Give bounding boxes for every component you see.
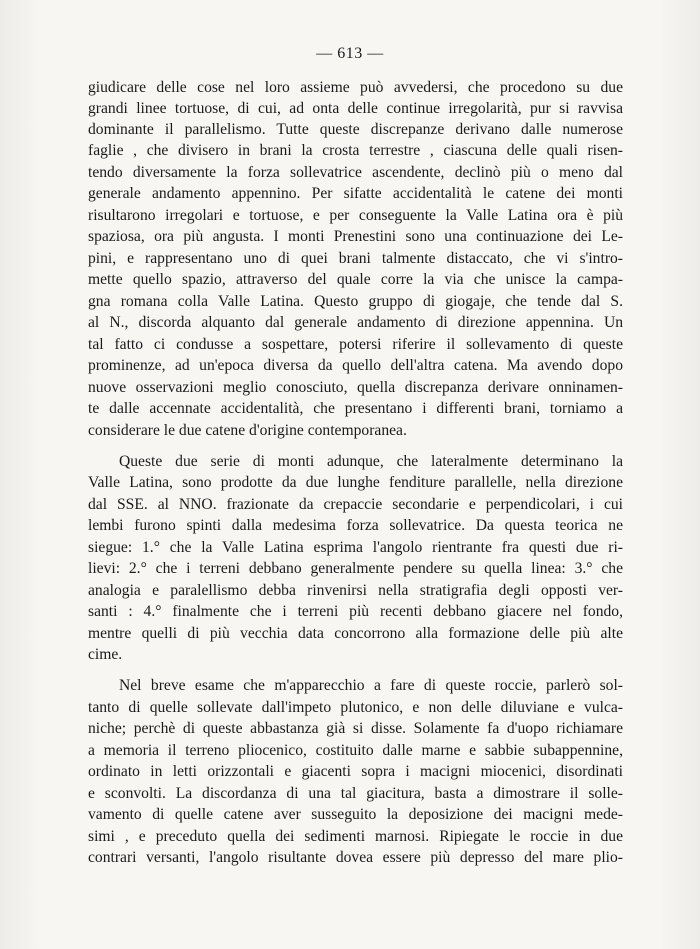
paragraph-1-line: spaziosa, ora più angusta. I monti Prenestini sono una continuazione dei Le-	[88, 228, 623, 245]
paragraph-1-line: mette quello spazio, attraverso del quale corre la via che unisce la campa-	[88, 271, 623, 288]
paragraph-2-line: cime.	[88, 646, 123, 663]
paragraph-3-line: tanto di quelle sollevate dall'impeto plutonico, e non delle diluviane e vulca-	[88, 699, 623, 716]
paragraph-2-line: siegue: 1.° che la Valle Latina esprima l'angolo rientrante fra questi due ri-	[88, 539, 623, 556]
paragraph-3-line: a memoria il terreno pliocenico, costituito dalle marne e sabbie subappennine,	[88, 742, 623, 759]
paragraph-2-line: analogia e paralellismo debba rinvenirsi nella stratigrafia degli opposti ver-	[88, 582, 623, 599]
paragraph-3-line: simi , e preceduto quella dei sedimenti marnosi. Ripiegate le roccie in due	[88, 828, 623, 845]
paragraph-1-line: dominante il parallelismo. Tutte queste discrepanze derivano dalle numerose	[88, 121, 623, 138]
paragraph-3-line: vamento di quelle catene aver susseguito la deposizione dei macigni mede-	[88, 806, 623, 823]
paragraph-1-line: considerare le due catene d'origine contemporanea.	[88, 422, 407, 439]
paragraph-1-line: pini, e rappresentano uno di quei brani talmente distaccato, che vi s'intro-	[88, 250, 623, 267]
paragraph-2-line: lievi: 2.° che i terreni debbano generalmente pendere su quella linea: 3.° che	[88, 560, 623, 577]
paragraph-2-line: santi : 4.° finalmente che i terreni più recenti debbano giacere nel fondo,	[88, 603, 623, 620]
paragraph-2-line: Queste due serie di monti adunque, che lateralmente determinano la	[119, 453, 623, 470]
paragraph-1-line: risultarono irregolari e tortuose, e per conseguente la Valle Latina ora è più	[88, 207, 623, 224]
paragraph-3-line: e sconvolti. La discordanza di una tal giacitura, basta a dimostrare il solle-	[88, 785, 623, 802]
paragraph-1-line: al N., discorda alquanto dal generale andamento di direzione appennina. Un	[88, 314, 623, 331]
paragraph-1-line: te dalle accennate accidentalità, che presentano i differenti brani, torniamo a	[88, 400, 623, 417]
paragraph-1-line: tal fatto ci condusse a sospettare, potersi riferire il sollevamento di queste	[88, 336, 623, 353]
paragraph-1-line: faglie , che divisero in brani la crosta terrestre , ciascuna delle quali risen-	[88, 142, 623, 159]
page-number: — 613 —	[316, 45, 384, 62]
paragraph-1-line: generale andamento appennino. Per sifatte accidentalità le catene dei monti	[88, 185, 623, 202]
paragraph-3-line: Nel breve esame che m'apparecchio a fare di queste roccie, parlerò sol-	[119, 677, 623, 694]
paragraph-2-line: dal SSE. al NNO. frazionate da crepaccie secondarie e perpendicolari, i cui	[88, 496, 623, 513]
paragraph-1-line: grandi linee tortuose, di cui, ad onta delle continue irregolarità, pur si ravvisa	[88, 100, 623, 117]
paragraph-2-line: mentre quelli di più vecchia data concorrono alla formazione delle più alte	[88, 625, 623, 642]
paragraph-1-line: gna romana colla Valle Latina. Questo gruppo di giogaje, che tende dal S.	[88, 293, 623, 310]
paragraph-3-line: niche; perchè di queste abbastanza già si disse. Solamente fa d'uopo richiamare	[88, 720, 623, 737]
paragraph-2-line: lembi furono spinti dalla medesima forza sollevatrice. Da questa teorica ne	[88, 517, 623, 534]
paragraph-1-line: giudicare delle cose nel loro assieme può avvedersi, che procedono su due	[88, 79, 623, 96]
paragraph-1-line: nuove osservazioni meglio conosciuto, quella discrepanza derivare onninamen-	[88, 379, 623, 396]
paragraph-3-line: ordinato in letti orizzontali e giacenti sopra i macigni miocenici, disordinati	[88, 763, 623, 780]
paragraph-3-line: contrari versanti, l'angolo risultante dovea essere più depresso del mare plio-	[88, 849, 623, 866]
paragraph-1-line: tendo diversamente la forza sollevatrice ascendente, declinò più o meno dal	[88, 164, 623, 181]
paragraph-1-line: prominenze, ad un'epoca diversa da quello dell'altra catena. Ma avendo dopo	[88, 357, 623, 374]
paragraph-2-line: Valle Latina, sono prodotte da due lunghe fenditure parallelle, nella direzione	[88, 474, 623, 491]
